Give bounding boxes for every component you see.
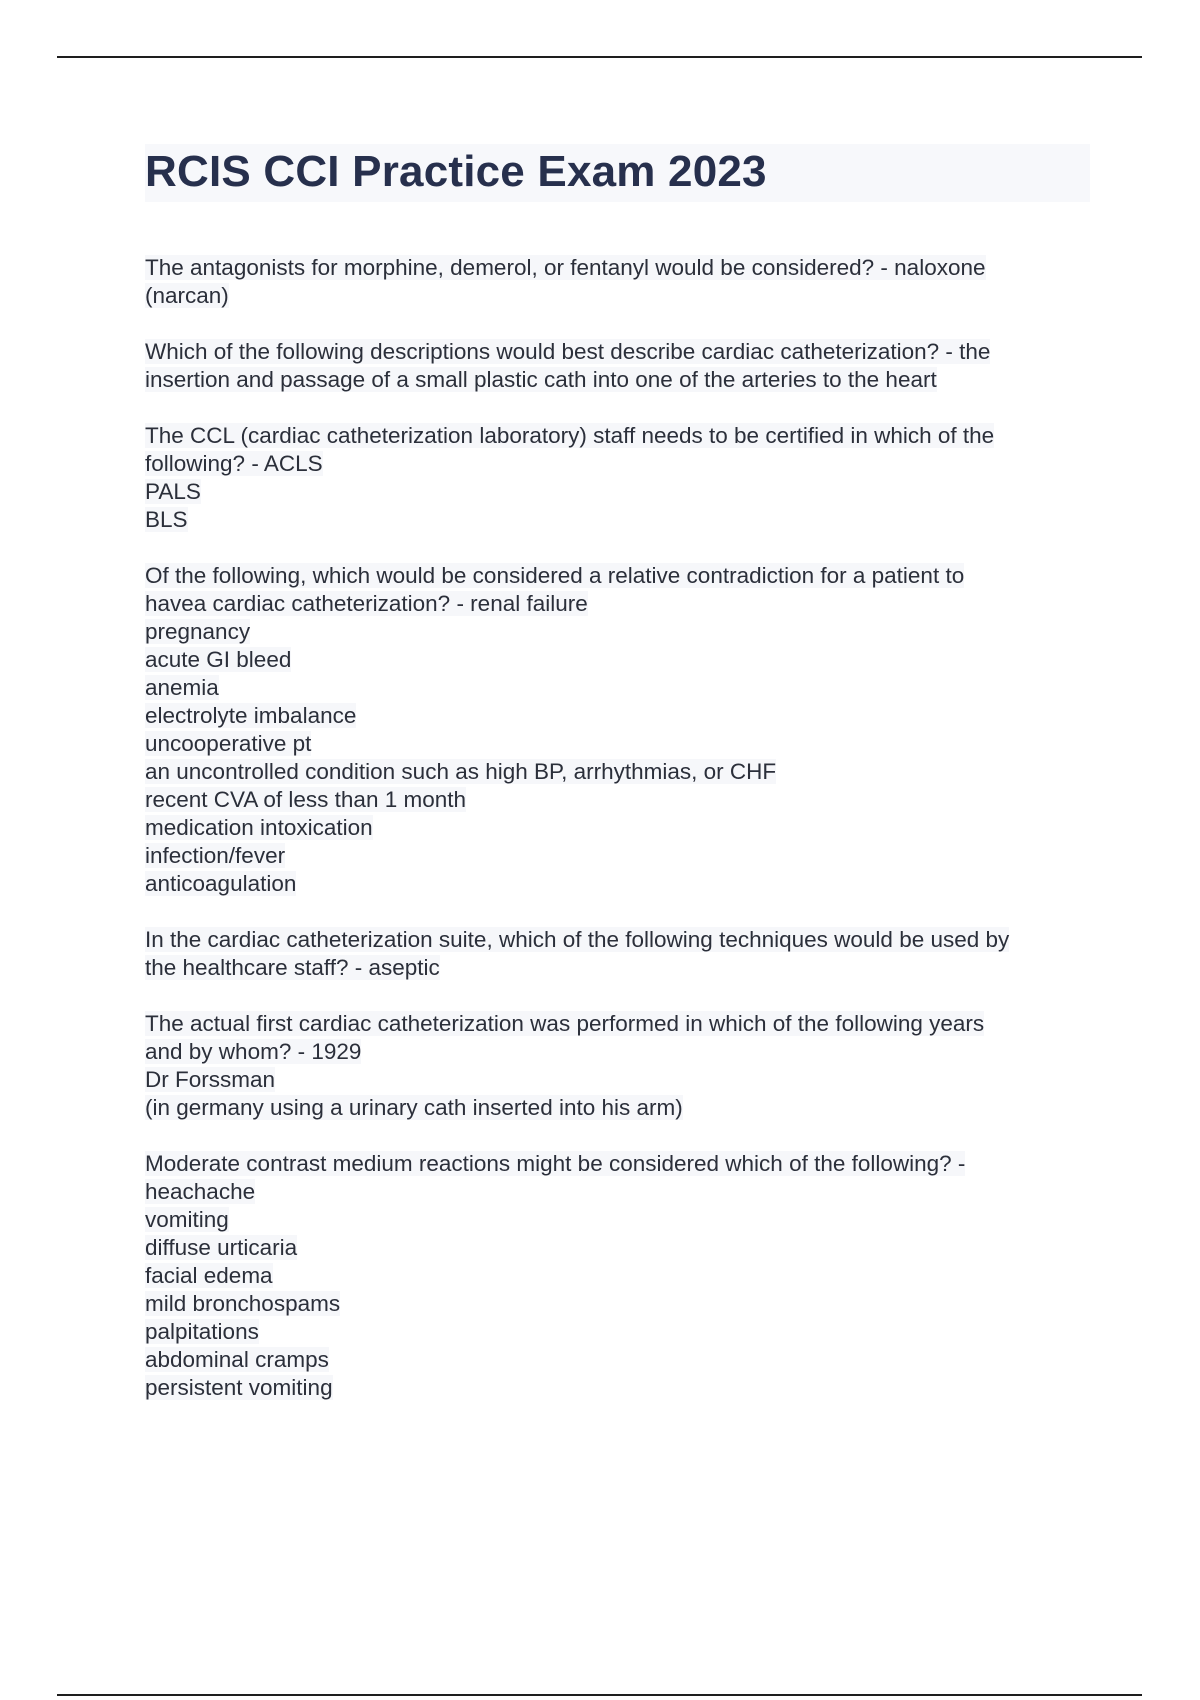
qa-line: uncooperative pt <box>145 731 312 756</box>
qa-line: mild bronchospams <box>145 1291 341 1316</box>
qa-line: vomiting <box>145 1207 229 1232</box>
qa-line: anticoagulation <box>145 871 297 896</box>
qa-line: anemia <box>145 675 219 700</box>
qa-line: havea cardiac catheterization? - renal failure <box>145 591 588 616</box>
document-body <box>145 144 1090 1430</box>
qa-line: following? - ACLS <box>145 451 323 476</box>
bottom-rule <box>57 1694 1142 1696</box>
qa-line: insertion and passage of a small plastic cath into one of the arteries to the heart <box>145 367 937 392</box>
qa-line: The actual first cardiac catheterization was performed in which of the following years <box>145 1011 985 1036</box>
page-title: RCIS CCI Practice Exam 2023 <box>145 144 1090 202</box>
qa-line: Moderate contrast medium reactions might be considered which of the following? - <box>145 1151 966 1176</box>
qa-line: abdominal cramps <box>145 1347 329 1372</box>
top-rule <box>57 56 1142 58</box>
qa-line: electrolyte imbalance <box>145 703 357 728</box>
qa-line: BLS <box>145 507 188 532</box>
qa-line: medication intoxication <box>145 815 373 840</box>
qa-item <box>145 562 1090 898</box>
qa-line: diffuse urticaria <box>145 1235 298 1260</box>
qa-line: palpitations <box>145 1319 259 1344</box>
qa-line: persistent vomiting <box>145 1375 333 1400</box>
qa-line: Of the following, which would be considered a relative contradiction for a patient to <box>145 563 965 588</box>
question-list <box>145 254 1090 1402</box>
qa-line: Dr Forssman <box>145 1067 276 1092</box>
qa-line: the healthcare staff? - aseptic <box>145 955 440 980</box>
qa-item <box>145 254 1090 310</box>
qa-line: recent CVA of less than 1 month <box>145 787 467 812</box>
qa-line: PALS <box>145 479 201 504</box>
qa-item <box>145 338 1090 394</box>
qa-line: (in germany using a urinary cath inserted into his arm) <box>145 1095 683 1120</box>
qa-line: heachache <box>145 1179 256 1204</box>
qa-line: Which of the following descriptions would best describe cardiac catheterization? - the <box>145 339 991 364</box>
qa-line: (narcan) <box>145 283 229 308</box>
qa-item <box>145 1150 1090 1402</box>
qa-line: infection/fever <box>145 843 286 868</box>
qa-line: and by whom? - 1929 <box>145 1039 362 1064</box>
qa-line: The antagonists for morphine, demerol, or fentanyl would be considered? - naloxone <box>145 255 986 280</box>
qa-item <box>145 422 1090 534</box>
qa-line: facial edema <box>145 1263 273 1288</box>
qa-line: In the cardiac catheterization suite, which of the following techniques would be used by <box>145 927 1010 952</box>
qa-line: pregnancy <box>145 619 251 644</box>
qa-item <box>145 1010 1090 1122</box>
qa-item <box>145 926 1090 982</box>
qa-line: an uncontrolled condition such as high BP, arrhythmias, or CHF <box>145 759 777 784</box>
qa-line: acute GI bleed <box>145 647 292 672</box>
qa-line: The CCL (cardiac catheterization laboratory) staff needs to be certified in which of the <box>145 423 995 448</box>
